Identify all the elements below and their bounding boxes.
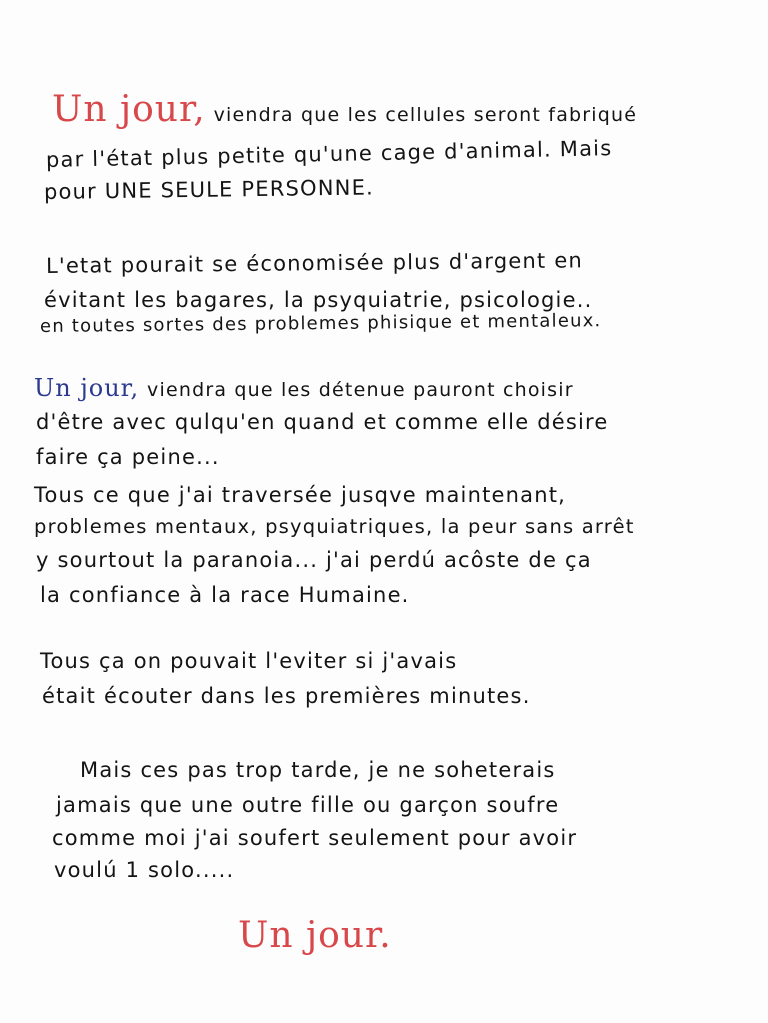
line-text: viendra que les cellules seront fabriqué — [213, 104, 638, 126]
letter-line: L'etat pourait se économisée plus d'argent en — [45, 248, 584, 278]
letter-line: faire ça peine... — [36, 445, 220, 469]
closing-un-jour: Un jour. — [238, 915, 392, 956]
letter-line: Tous ce que j'ai traversée jusqve maintenant, — [34, 483, 567, 507]
heading-un-jour: Un jour, — [52, 89, 206, 130]
letter-line: Tous ça on pouvait l'eviter si j'avais — [40, 649, 458, 673]
letter-line: était écouter dans les premières minutes. — [42, 684, 531, 708]
letter-line: problemes mentaux, psyquiatriques, la peur sans arrêt — [34, 515, 635, 538]
letter-line: pour UNE SEULE PERSONNE. — [43, 175, 375, 204]
letter-line: la confiance à la race Humaine. — [40, 583, 410, 607]
letter-line — [52, 89, 638, 130]
letter-line: comme moi j'ai soufert seulement pour avoir — [52, 826, 578, 850]
letter-line: en toutes sortes des problemes phisique et mentaleux. — [39, 310, 602, 337]
letter-line: par l'état plus petite qu'une cage d'animal. Mais — [45, 136, 613, 172]
letter-line — [34, 376, 574, 400]
heading-un-jour: Un jour, — [34, 374, 140, 402]
letter-line: jamais que une outre fille ou garçon soufre — [56, 793, 560, 817]
letter-line: d'être avec qulqu'en quand et comme elle désire — [36, 410, 609, 434]
letter-line: y sourtout la paranoia... j'ai perdú acôste de ça — [36, 548, 592, 572]
line-text: viendra que les détenue pauront choisir — [147, 379, 574, 401]
letter-line: Mais ces pas trop tarde, je ne soheterais — [80, 758, 556, 782]
letter-line: évitant les bagares, la psyquiatrie, psicologie.. — [44, 288, 593, 312]
letter-line: voulú 1 solo..... — [54, 858, 235, 882]
